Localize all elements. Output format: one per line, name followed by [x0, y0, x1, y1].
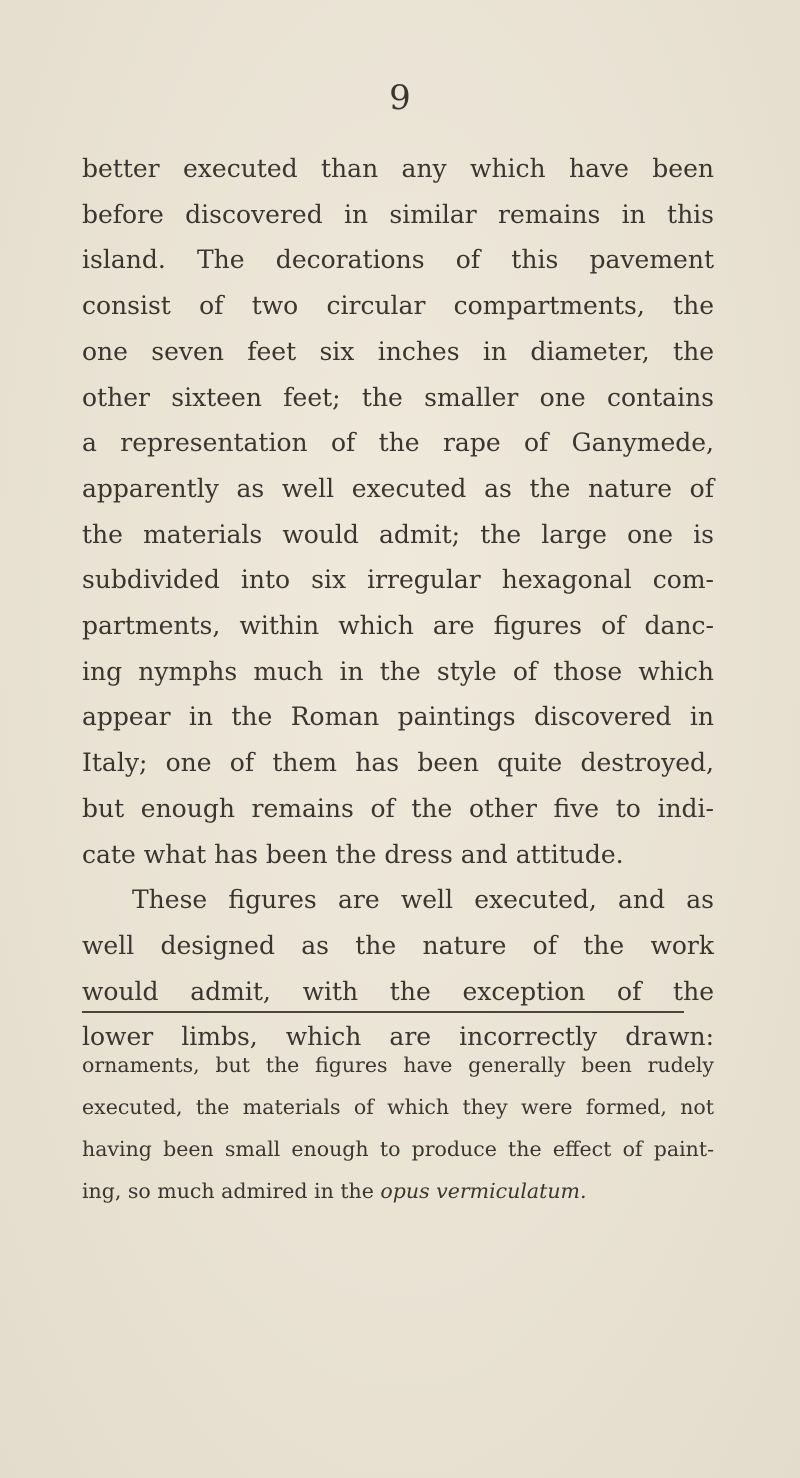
text-line: ing nymphs much in the style of those which — [82, 656, 714, 686]
text-line: lower limbs, which are incorrectly drawn: — [82, 1022, 714, 1052]
footnote-line: having been small enough to produce the effect of paint- — [82, 1137, 714, 1161]
text-line: but enough remains of the other five to indi- — [82, 793, 714, 823]
text-line: subdivided into six irregular hexagonal com- — [82, 565, 714, 595]
text-line: island. The decorations of this pavement — [82, 245, 714, 275]
text-line: a representation of the rape of Ganymede, — [82, 428, 714, 458]
text-line: Italy; one of them has been quite destroyed, — [82, 748, 714, 778]
text-line: cate what has been the dress and attitude. — [82, 839, 624, 869]
main-text-block — [82, 146, 714, 1060]
text-line: consist of two circular compartments, the — [82, 291, 714, 321]
text-line: well designed as the nature of the work — [82, 930, 714, 960]
text-line: the materials would admit; the large one is — [82, 519, 714, 549]
text-line: appear in the Roman paintings discovered in — [82, 702, 714, 732]
footnote-block — [82, 1044, 714, 1212]
page-number: 9 — [389, 78, 411, 118]
text-line: apparently as well executed as the nature of — [82, 473, 714, 503]
footnote-divider — [82, 1011, 684, 1013]
footnote-line-last — [82, 1170, 714, 1212]
footnote-line: ornaments, but the figures have generally been rudely — [82, 1053, 714, 1077]
footnote-line: executed, the materials of which they were formed, not — [82, 1095, 714, 1119]
text-line: better executed than any which have been — [82, 154, 714, 183]
text-line: partments, within which are figures of danc- — [82, 611, 714, 641]
text-line: would admit, with the exception of the — [82, 976, 714, 1006]
footnote-text: ing, so much admired in the — [82, 1179, 381, 1203]
text-line: other sixteen feet; the smaller one contains — [82, 382, 714, 412]
text-line: one seven feet six inches in diameter, the — [82, 336, 714, 366]
footnote-italic-term: opus vermiculatum. — [380, 1179, 587, 1203]
text-line: before discovered in similar remains in this — [82, 199, 714, 229]
text-line-paragraph-start: These figures are well executed, and as — [132, 885, 714, 915]
